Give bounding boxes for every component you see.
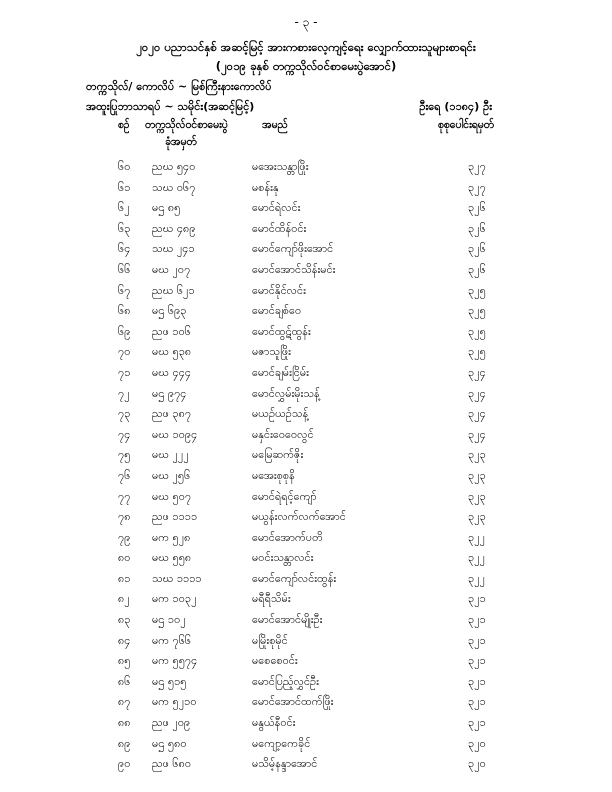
table-row bbox=[0, 549, 612, 570]
row-score: ၃၂၁ bbox=[468, 654, 486, 668]
row-roll-number: မဃ ၂၂၂ bbox=[152, 448, 189, 462]
row-name: မဝင်းသန္တာလင်း bbox=[252, 551, 314, 565]
row-serial: ၇၉ bbox=[118, 530, 131, 544]
table-row bbox=[0, 343, 612, 364]
row-serial: ၇၁ bbox=[118, 365, 131, 379]
row-serial: ၆၈ bbox=[118, 304, 131, 318]
row-serial: ၈၀ bbox=[118, 551, 131, 565]
row-score: ၃၂၂ bbox=[468, 530, 485, 544]
row-serial: ၇၀ bbox=[118, 345, 131, 359]
table-row bbox=[0, 611, 612, 632]
row-name: မောင်ချမ်းငြိမ်း bbox=[252, 365, 309, 379]
table-row bbox=[0, 693, 612, 714]
row-serial: ၈၈ bbox=[118, 716, 131, 730]
row-roll-number: သဃ ၂၄၁ bbox=[152, 242, 195, 256]
table-row bbox=[0, 302, 612, 323]
row-serial: ၇၆ bbox=[118, 468, 131, 482]
row-roll-number: မဌ ၅၁၅ bbox=[152, 674, 187, 688]
row-score: ၃၂၁ bbox=[468, 633, 486, 647]
header-roll-number: ခုံအမှတ် bbox=[165, 136, 197, 148]
row-serial: ၈၂ bbox=[118, 592, 130, 606]
row-name: မမြေဆက်ဇိုး bbox=[252, 448, 304, 462]
row-roll-number: မက ၇၆၆ bbox=[152, 633, 192, 647]
row-roll-number: ညဖ ၁၁၁၁ bbox=[152, 510, 198, 524]
row-name: မအေးစုစုနိ bbox=[252, 468, 295, 482]
row-score: ၃၂၄ bbox=[468, 427, 486, 441]
row-name: မောင်အောင်သိန်းမင်း bbox=[252, 262, 336, 276]
table-row bbox=[0, 282, 612, 303]
table-row bbox=[0, 570, 612, 591]
row-roll-number: သဃ ၀၆၇ bbox=[152, 180, 196, 194]
row-roll-number: မဃ ၅၃၈ bbox=[152, 345, 192, 359]
row-score: ၃၂၅ bbox=[468, 304, 486, 318]
row-roll-number: မဃ ၅၅၈ bbox=[152, 551, 192, 565]
row-roll-number: ညဖ ၂၀၉ bbox=[152, 716, 191, 730]
document-subtitle: (၂၀၁၉ ခုနှစ် တက္ကသိုလ်ဝင်စာမေးပွဲအောင်) bbox=[215, 59, 397, 73]
row-serial: ၆၀ bbox=[118, 160, 131, 173]
row-roll-number: မဃ ၁၀၉၄ bbox=[152, 427, 198, 441]
row-roll-number: မဌ ၈၅ bbox=[152, 201, 181, 215]
table-header bbox=[0, 119, 612, 155]
row-name: မောင်ရဲလင်း bbox=[252, 201, 301, 215]
table-row bbox=[0, 735, 612, 756]
row-name: မစန်းနု bbox=[252, 180, 279, 194]
row-roll-number: မဌ ၁၀၂ bbox=[152, 613, 186, 627]
row-score: ၃၂၇ bbox=[468, 180, 486, 194]
row-score: ၃၂၁ bbox=[468, 674, 486, 688]
row-roll-number: မဃ ၄၄၄ bbox=[152, 365, 192, 379]
row-name: မောင်အောက်ပတိ bbox=[252, 530, 323, 544]
row-roll-number: သဃ ၁၁၁၁ bbox=[152, 571, 202, 585]
row-score: ၃၂၆ bbox=[468, 221, 486, 235]
page-number: - ၃ - bbox=[294, 15, 318, 29]
row-score: ၃၂၁ bbox=[468, 716, 486, 730]
table-row bbox=[0, 199, 612, 220]
row-serial: ၆၁ bbox=[118, 180, 131, 194]
row-serial: ၈၉ bbox=[118, 736, 131, 750]
row-roll-number: ညဖ ၃၈၇ bbox=[152, 407, 192, 421]
header-serial: စဉ် bbox=[118, 119, 130, 131]
row-name: မသိမ့်နန္ဒာအောင် bbox=[252, 757, 318, 771]
row-roll-number: မက ၁၀၃၂ bbox=[152, 592, 197, 606]
table-row bbox=[0, 488, 612, 509]
row-roll-number: မက ၅၂၈ bbox=[152, 530, 191, 544]
row-score: ၃၂၄ bbox=[468, 365, 486, 379]
row-serial: ၈၁ bbox=[118, 571, 131, 585]
row-name: မောင်အောင်ထက်ဖြိုး bbox=[252, 695, 334, 709]
row-score: ၃၂၆ bbox=[468, 262, 486, 276]
row-name: မောင်လွှမ်းမိုးသန့် bbox=[252, 386, 320, 400]
row-serial: ၇၇ bbox=[118, 489, 131, 503]
table-row bbox=[0, 385, 612, 406]
row-name: မစေစေဝင်း bbox=[252, 654, 298, 668]
row-serial: ၇၈ bbox=[118, 510, 131, 524]
header-score: စုစုပေါင်းရမှတ် bbox=[437, 119, 494, 131]
row-name: မောင်အောင်မျိုးဦး bbox=[252, 613, 323, 627]
row-name: မောင်ကျော်လင်းထွန်း bbox=[252, 571, 337, 585]
row-serial: ၇၂ bbox=[118, 386, 130, 400]
header-exam: တက္ကသိုလ်ဝင်စာမေးပွဲ bbox=[145, 119, 228, 131]
row-name: မနှင်းဝေဝေလွင် bbox=[252, 427, 314, 441]
row-score: ၃၂၄ bbox=[468, 386, 486, 400]
table-row bbox=[0, 261, 612, 282]
row-name: မယွန်းလက်လက်အောင် bbox=[252, 510, 346, 524]
row-name: မောင်နိုင်လင်း bbox=[252, 283, 306, 297]
row-serial: ၉၀ bbox=[118, 757, 131, 771]
document-title: ၂၀၂၀ ပညာသင်နှစ် အဆင့်မြင့် အားကစားလေ့ကျင့်ရေး လျှောက်ထားသူများစာရင်း bbox=[136, 40, 476, 54]
institution-line: တက္ကသိုလ်/ ကောလိပ် ~ မြစ်ကြီးနားကောလိပ် bbox=[86, 80, 272, 93]
row-score: ၃၂၅ bbox=[468, 283, 486, 297]
row-roll-number: မဃ ၂၀၇ bbox=[152, 262, 191, 276]
row-name: မမြိုးစုမိုင် bbox=[252, 633, 288, 647]
subject-line: အထူးပြုဘာသာရပ် ~ သမိုင်း(အဆင့်မြင့်) bbox=[86, 100, 255, 113]
row-name: မကျော့ကေခိုင် bbox=[252, 736, 311, 750]
row-roll-number: ညဖ ၁၀၆ bbox=[152, 324, 191, 338]
row-name: မဇာသူဖြိုး bbox=[252, 345, 291, 359]
row-roll-number: မက ၅၂၁၀ bbox=[152, 695, 197, 709]
row-score: ၃၂၃ bbox=[468, 510, 486, 524]
table-row bbox=[0, 632, 612, 653]
row-name: မောင်ချစ်ဝေ bbox=[252, 304, 302, 318]
row-score: ၃၂၃ bbox=[468, 448, 486, 462]
row-serial: ၇၄ bbox=[118, 427, 131, 441]
table-row bbox=[0, 405, 612, 426]
table-row bbox=[0, 590, 612, 611]
table-row bbox=[0, 158, 612, 179]
row-score: ၃၂၆ bbox=[468, 201, 486, 215]
row-roll-number: ညဃ ၆၂၁ bbox=[152, 283, 195, 297]
table-row bbox=[0, 652, 612, 673]
row-serial: ၆၄ bbox=[118, 242, 131, 256]
table-row bbox=[0, 240, 612, 261]
row-serial: ၆၂ bbox=[118, 201, 130, 215]
table-row bbox=[0, 446, 612, 467]
row-score: ၃၂၆ bbox=[468, 242, 486, 256]
row-score: ၃၂၄ bbox=[468, 407, 486, 421]
row-score: ၃၂၀ bbox=[468, 736, 486, 750]
row-name: မယဉ်ယဉ်သန့် bbox=[252, 407, 309, 421]
row-roll-number: ညဖ ၆၈၀ bbox=[152, 757, 192, 771]
table-row bbox=[0, 220, 612, 241]
row-roll-number: မဃ ၅၀၇ bbox=[152, 489, 192, 503]
table-row bbox=[0, 673, 612, 694]
row-score: ၃၂၃ bbox=[468, 468, 486, 482]
row-serial: ၆၉ bbox=[118, 324, 131, 338]
row-name: မောင်ထိန်ဝင်း bbox=[252, 221, 307, 235]
table-row bbox=[0, 467, 612, 488]
row-serial: ၆၆ bbox=[118, 262, 131, 276]
row-roll-number: ညဃ ၅၄၀ bbox=[152, 160, 196, 173]
row-roll-number: မဌ ၉၇၄ bbox=[152, 386, 187, 400]
row-serial: ၇၃ bbox=[118, 407, 131, 421]
row-name: မောင်ရဲရင့်ကျော် bbox=[252, 489, 317, 503]
table-row bbox=[0, 755, 612, 776]
row-serial: ၈၅ bbox=[118, 654, 131, 668]
row-score: ၃၂၂ bbox=[468, 551, 485, 565]
row-serial: ၈၄ bbox=[118, 633, 131, 647]
row-score: ၃၂၁ bbox=[468, 613, 486, 627]
row-roll-number: မက ၅၅၇၄ bbox=[152, 654, 198, 668]
row-serial: ၆၃ bbox=[118, 221, 131, 235]
row-roll-number: ညဃ ၄၈၉ bbox=[152, 221, 196, 235]
row-score: ၃၂၀ bbox=[468, 757, 486, 771]
row-score: ၃၂၁ bbox=[468, 592, 486, 606]
total-count: ဦးရေ (၁၁၈၄) ဦး bbox=[419, 100, 492, 113]
row-name: မောင်ကျော်ဖိုးအောင် bbox=[252, 242, 334, 256]
row-score: ၃၂၂ bbox=[468, 571, 485, 585]
row-serial: ၈၆ bbox=[118, 674, 131, 688]
row-roll-number: မဌ ၆၉၃ bbox=[152, 304, 187, 318]
row-name: မောင်ထွဋ်ထွန်း bbox=[252, 324, 311, 338]
table-body bbox=[0, 158, 612, 776]
table-row bbox=[0, 179, 612, 200]
table-row bbox=[0, 714, 612, 735]
row-score: ၃၂၇ bbox=[468, 160, 486, 173]
row-serial: ၇၅ bbox=[118, 448, 131, 462]
row-score: ၃၂၃ bbox=[468, 489, 486, 503]
header-name: အမည် bbox=[262, 119, 288, 131]
table-row bbox=[0, 364, 612, 385]
row-serial: ၆၇ bbox=[118, 283, 131, 297]
table-row bbox=[0, 508, 612, 529]
row-name: မောင်ပြည့်လွှင်ဦး bbox=[252, 674, 319, 688]
row-name: မနွယ်နီဝင်း bbox=[252, 716, 296, 730]
row-roll-number: မဃ ၂၅၆ bbox=[152, 468, 191, 482]
row-name: မအေးသန္တာဖြိုး bbox=[252, 160, 309, 173]
row-score: ၃၂၅ bbox=[468, 345, 486, 359]
row-serial: ၈၇ bbox=[118, 695, 131, 709]
row-name: မရီရီသိမ်း bbox=[252, 592, 291, 606]
row-roll-number: မဌ ၅၈၀ bbox=[152, 736, 187, 750]
row-serial: ၈၃ bbox=[118, 613, 131, 627]
table-row bbox=[0, 529, 612, 550]
table-row bbox=[0, 323, 612, 344]
row-score: ၃၂၁ bbox=[468, 695, 486, 709]
row-score: ၃၂၅ bbox=[468, 324, 486, 338]
table-row bbox=[0, 426, 612, 447]
